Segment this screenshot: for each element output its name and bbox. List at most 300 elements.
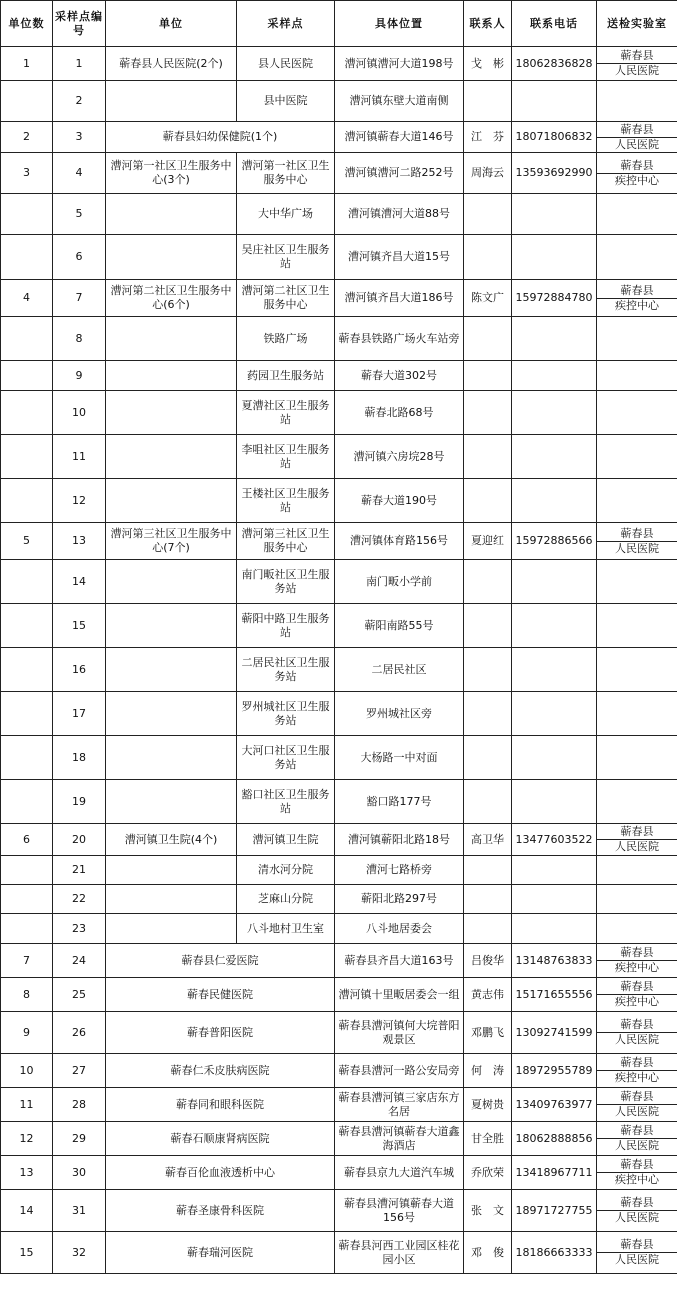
site-cell: 大中华广场 — [237, 194, 335, 235]
lab-line-1: 蕲春县 — [597, 527, 677, 542]
phone-cell — [512, 856, 597, 885]
unit-number-cell — [1, 235, 53, 280]
phone-cell: 15972884780 — [512, 280, 597, 317]
unit-cell: 蕲春县仁爱医院 — [106, 944, 335, 978]
table-row — [1, 824, 677, 856]
phone-cell: 13477603522 — [512, 824, 597, 856]
unit-cell — [106, 361, 237, 391]
location-cell: 漕河镇六房垸28号 — [335, 435, 464, 479]
lab-line-2: 人民医院 — [615, 1253, 659, 1266]
phone-cell — [512, 736, 597, 780]
site-cell: 药园卫生服务站 — [237, 361, 335, 391]
location-cell: 漕河镇十里畈居委会一组 — [335, 978, 464, 1012]
lab-line-1: 蕲春县 — [597, 980, 677, 995]
table-row — [1, 1088, 677, 1122]
site-code-cell: 17 — [53, 692, 106, 736]
unit-cell: 蕲春同和眼科医院 — [106, 1088, 335, 1122]
location-cell: 蕲春县漕河镇三家店东方名居 — [335, 1088, 464, 1122]
table-row — [1, 361, 677, 391]
contact-cell: 周海云 — [464, 153, 512, 194]
table-row — [1, 604, 677, 648]
site-code-cell: 30 — [53, 1156, 106, 1190]
lab-line-2: 人民医院 — [615, 1211, 659, 1224]
site-code-cell: 28 — [53, 1088, 106, 1122]
unit-number-cell: 15 — [1, 1232, 53, 1274]
unit-number-cell — [1, 780, 53, 824]
location-cell: 二居民社区 — [335, 648, 464, 692]
unit-number-cell — [1, 479, 53, 523]
unit-number-cell: 8 — [1, 978, 53, 1012]
site-code-cell: 29 — [53, 1122, 106, 1156]
location-cell: 蕲春县京九大道汽车城 — [335, 1156, 464, 1190]
contact-cell — [464, 81, 512, 122]
location-cell: 漕河镇齐昌大道15号 — [335, 235, 464, 280]
unit-cell: 漕河镇卫生院(4个) — [106, 824, 237, 856]
unit-cell — [106, 604, 237, 648]
location-cell: 蕲春大道302号 — [335, 361, 464, 391]
unit-cell: 蕲春民健医院 — [106, 978, 335, 1012]
lab-line-2: 人民医院 — [615, 541, 659, 555]
site-code-cell: 12 — [53, 479, 106, 523]
location-cell: 蕲春县漕河镇何大垸普阳观景区 — [335, 1012, 464, 1054]
lab-cell — [597, 280, 677, 317]
location-cell: 蕲春县铁路广场火车站旁 — [335, 317, 464, 361]
lab-line-1: 蕲春县 — [597, 49, 677, 64]
table-row — [1, 560, 677, 604]
phone-cell — [512, 435, 597, 479]
unit-cell — [106, 736, 237, 780]
unit-number-cell — [1, 856, 53, 885]
site-code-cell: 3 — [53, 122, 106, 153]
unit-cell: 漕河第一社区卫生服务中心(3个) — [106, 153, 237, 194]
site-code-cell: 7 — [53, 280, 106, 317]
header-phone: 联系电话 — [512, 1, 597, 47]
unit-cell — [106, 885, 237, 914]
site-cell: 漕河镇卫生院 — [237, 824, 335, 856]
phone-cell: 18186663333 — [512, 1232, 597, 1274]
unit-cell: 蕲春圣康骨科医院 — [106, 1190, 335, 1232]
lab-line-2: 人民医院 — [615, 1139, 659, 1152]
location-cell: 漕河镇体育路156号 — [335, 523, 464, 560]
contact-cell: 邓鹏飞 — [464, 1012, 512, 1054]
phone-cell — [512, 391, 597, 435]
site-cell: 二居民社区卫生服务站 — [237, 648, 335, 692]
phone-cell: 13092741599 — [512, 1012, 597, 1054]
table-row — [1, 391, 677, 435]
site-code-cell: 31 — [53, 1190, 106, 1232]
unit-cell: 蕲春石顺康肾病医院 — [106, 1122, 335, 1156]
site-cell: 铁路广场 — [237, 317, 335, 361]
unit-cell — [106, 780, 237, 824]
unit-number-cell: 10 — [1, 1054, 53, 1088]
unit-number-cell: 6 — [1, 824, 53, 856]
contact-cell — [464, 194, 512, 235]
location-cell: 蕲春大道190号 — [335, 479, 464, 523]
site-code-cell: 19 — [53, 780, 106, 824]
unit-number-cell — [1, 648, 53, 692]
lab-line-1: 蕲春县 — [597, 284, 677, 299]
site-code-cell: 14 — [53, 560, 106, 604]
contact-cell: 张 文 — [464, 1190, 512, 1232]
lab-cell — [597, 824, 677, 856]
phone-cell — [512, 692, 597, 736]
table-row — [1, 1012, 677, 1054]
phone-cell — [512, 81, 597, 122]
lab-cell — [597, 1232, 677, 1274]
contact-cell: 吕俊华 — [464, 944, 512, 978]
site-cell: 漕河第二社区卫生服务中心 — [237, 280, 335, 317]
table-row — [1, 780, 677, 824]
contact-cell: 高卫华 — [464, 824, 512, 856]
unit-number-cell — [1, 391, 53, 435]
location-cell: 豁口路177号 — [335, 780, 464, 824]
location-cell: 蕲春县齐昌大道163号 — [335, 944, 464, 978]
site-code-cell: 8 — [53, 317, 106, 361]
unit-number-cell: 3 — [1, 153, 53, 194]
lab-line-2: 疾控中心 — [615, 1071, 659, 1084]
lab-cell — [597, 47, 677, 81]
lab-cell — [597, 235, 677, 280]
site-code-cell: 32 — [53, 1232, 106, 1274]
site-code-cell: 24 — [53, 944, 106, 978]
lab-line-2: 人民医院 — [615, 1105, 659, 1118]
table-row — [1, 1122, 677, 1156]
lab-cell — [597, 914, 677, 944]
lab-cell — [597, 122, 677, 153]
location-cell: 漕河镇东壁大道南侧 — [335, 81, 464, 122]
phone-cell — [512, 648, 597, 692]
phone-cell — [512, 914, 597, 944]
lab-line-1: 蕲春县 — [597, 1124, 677, 1139]
lab-line-1: 蕲春县 — [597, 1238, 677, 1253]
site-code-cell: 2 — [53, 81, 106, 122]
site-cell: 罗州城社区卫生服务站 — [237, 692, 335, 736]
unit-number-cell — [1, 736, 53, 780]
contact-cell: 黄志伟 — [464, 978, 512, 1012]
site-cell: 县人民医院 — [237, 47, 335, 81]
contact-cell — [464, 692, 512, 736]
unit-number-cell: 1 — [1, 47, 53, 81]
unit-number-cell: 11 — [1, 1088, 53, 1122]
lab-cell — [597, 194, 677, 235]
lab-line-2: 疾控中心 — [615, 298, 659, 312]
table-row — [1, 1054, 677, 1088]
unit-number-cell — [1, 435, 53, 479]
site-code-cell: 18 — [53, 736, 106, 780]
contact-cell — [464, 560, 512, 604]
lab-line-1: 蕲春县 — [597, 123, 677, 138]
site-cell: 王楼社区卫生服务站 — [237, 479, 335, 523]
lab-cell — [597, 1088, 677, 1122]
contact-cell: 戈 彬 — [464, 47, 512, 81]
table-row — [1, 648, 677, 692]
table-row — [1, 435, 677, 479]
lab-line-1: 蕲春县 — [597, 1158, 677, 1173]
location-cell: 蕲阳南路55号 — [335, 604, 464, 648]
unit-cell: 蕲春百伦血液透析中心 — [106, 1156, 335, 1190]
lab-cell — [597, 780, 677, 824]
phone-cell — [512, 780, 597, 824]
contact-cell — [464, 736, 512, 780]
location-cell: 漕河镇漕河大道88号 — [335, 194, 464, 235]
header-site: 采样点 — [237, 1, 335, 47]
unit-number-cell — [1, 317, 53, 361]
location-cell: 蕲春县河西工业园区桂花园小区 — [335, 1232, 464, 1274]
unit-cell — [106, 317, 237, 361]
table-row — [1, 944, 677, 978]
contact-cell — [464, 856, 512, 885]
table-row — [1, 978, 677, 1012]
unit-cell — [106, 914, 237, 944]
lab-line-1: 蕲春县 — [597, 1196, 677, 1211]
site-code-cell: 9 — [53, 361, 106, 391]
unit-number-cell — [1, 885, 53, 914]
contact-cell: 乔欣荣 — [464, 1156, 512, 1190]
site-code-cell: 21 — [53, 856, 106, 885]
site-code-cell: 23 — [53, 914, 106, 944]
lab-cell — [597, 1190, 677, 1232]
table-row — [1, 317, 677, 361]
unit-cell: 漕河第二社区卫生服务中心(6个) — [106, 280, 237, 317]
unit-number-cell — [1, 194, 53, 235]
contact-cell: 邓 俊 — [464, 1232, 512, 1274]
location-cell: 蕲春县漕河镇蕲春大道156号 — [335, 1190, 464, 1232]
unit-cell — [106, 692, 237, 736]
contact-cell: 甘全胜 — [464, 1122, 512, 1156]
site-code-cell: 26 — [53, 1012, 106, 1054]
table-row — [1, 523, 677, 560]
phone-cell: 13593692990 — [512, 153, 597, 194]
header-unit-number: 单位数 — [1, 1, 53, 47]
lab-cell — [597, 153, 677, 194]
site-cell: 芝麻山分院 — [237, 885, 335, 914]
phone-cell: 18972955789 — [512, 1054, 597, 1088]
unit-number-cell — [1, 361, 53, 391]
lab-cell — [597, 479, 677, 523]
lab-cell — [597, 885, 677, 914]
unit-cell — [106, 435, 237, 479]
unit-cell — [106, 560, 237, 604]
location-cell: 蕲阳北路297号 — [335, 885, 464, 914]
phone-cell: 13409763977 — [512, 1088, 597, 1122]
site-code-cell: 27 — [53, 1054, 106, 1088]
site-cell: 县中医院 — [237, 81, 335, 122]
contact-cell: 夏树贵 — [464, 1088, 512, 1122]
location-cell: 南门畈小学前 — [335, 560, 464, 604]
unit-cell — [106, 391, 237, 435]
phone-cell — [512, 317, 597, 361]
location-cell: 蕲春县漕河镇蕲春大道鑫海酒店 — [335, 1122, 464, 1156]
phone-cell: 15171655556 — [512, 978, 597, 1012]
contact-cell — [464, 235, 512, 280]
table-row — [1, 122, 677, 153]
phone-cell: 18062888856 — [512, 1122, 597, 1156]
contact-cell — [464, 317, 512, 361]
unit-cell: 漕河第三社区卫生服务中心(7个) — [106, 523, 237, 560]
unit-cell: 蕲春瑞河医院 — [106, 1232, 335, 1274]
lab-cell — [597, 1122, 677, 1156]
unit-cell — [106, 648, 237, 692]
lab-cell — [597, 692, 677, 736]
contact-cell — [464, 780, 512, 824]
lab-line-2: 人民医院 — [615, 137, 659, 151]
unit-cell: 蕲春仁禾皮肤病医院 — [106, 1054, 335, 1088]
lab-cell — [597, 978, 677, 1012]
lab-cell — [597, 523, 677, 560]
lab-line-1: 蕲春县 — [597, 159, 677, 174]
location-cell: 大杨路一中对面 — [335, 736, 464, 780]
table-row — [1, 692, 677, 736]
lab-cell — [597, 317, 677, 361]
location-cell: 蕲春县漕河一路公安局旁 — [335, 1054, 464, 1088]
table-row — [1, 736, 677, 780]
lab-line-1: 蕲春县 — [597, 1056, 677, 1071]
lab-cell — [597, 435, 677, 479]
table-row — [1, 1232, 677, 1274]
unit-number-cell — [1, 560, 53, 604]
site-code-cell: 22 — [53, 885, 106, 914]
unit-cell — [106, 194, 237, 235]
table-row — [1, 47, 677, 81]
location-cell: 蕲春北路68号 — [335, 391, 464, 435]
site-code-cell: 20 — [53, 824, 106, 856]
unit-number-cell: 14 — [1, 1190, 53, 1232]
phone-cell — [512, 885, 597, 914]
table-row — [1, 1156, 677, 1190]
site-code-cell: 25 — [53, 978, 106, 1012]
location-cell: 漕河镇漕河大道198号 — [335, 47, 464, 81]
header-lab: 送检实验室 — [597, 1, 677, 47]
site-cell: 漕河第三社区卫生服务中心 — [237, 523, 335, 560]
location-cell: 漕河镇漕河二路252号 — [335, 153, 464, 194]
header-location: 具体位置 — [335, 1, 464, 47]
table-row — [1, 194, 677, 235]
unit-cell — [106, 81, 237, 122]
unit-number-cell: 9 — [1, 1012, 53, 1054]
site-code-cell: 6 — [53, 235, 106, 280]
site-cell: 蕲阳中路卫生服务站 — [237, 604, 335, 648]
unit-number-cell: 5 — [1, 523, 53, 560]
unit-number-cell — [1, 81, 53, 122]
table-row — [1, 914, 677, 944]
site-code-cell: 1 — [53, 47, 106, 81]
unit-number-cell: 12 — [1, 1122, 53, 1156]
lab-cell — [597, 944, 677, 978]
contact-cell: 陈文广 — [464, 280, 512, 317]
phone-cell — [512, 560, 597, 604]
site-cell: 吴庄社区卫生服务站 — [237, 235, 335, 280]
table-row — [1, 235, 677, 280]
table-row — [1, 856, 677, 885]
phone-cell: 18971727755 — [512, 1190, 597, 1232]
table-row — [1, 885, 677, 914]
header-row — [1, 1, 677, 47]
phone-cell: 18071806832 — [512, 122, 597, 153]
unit-cell — [106, 856, 237, 885]
table-row — [1, 479, 677, 523]
site-cell: 八斗地村卫生室 — [237, 914, 335, 944]
site-code-cell: 16 — [53, 648, 106, 692]
lab-line-2: 人民医院 — [615, 1033, 659, 1046]
site-code-cell: 5 — [53, 194, 106, 235]
header-site-code: 采样点编号 — [53, 1, 106, 47]
lab-cell — [597, 81, 677, 122]
phone-cell — [512, 361, 597, 391]
lab-line-2: 疾控中心 — [615, 1173, 659, 1186]
contact-cell — [464, 391, 512, 435]
lab-cell — [597, 560, 677, 604]
table-row — [1, 1190, 677, 1232]
contact-cell: 何 涛 — [464, 1054, 512, 1088]
lab-cell — [597, 604, 677, 648]
contact-cell — [464, 885, 512, 914]
site-cell: 漕河第一社区卫生服务中心 — [237, 153, 335, 194]
site-code-cell: 15 — [53, 604, 106, 648]
lab-line-1: 蕲春县 — [597, 946, 677, 961]
unit-number-cell: 2 — [1, 122, 53, 153]
lab-cell — [597, 736, 677, 780]
unit-cell: 蕲春县人民医院(2个) — [106, 47, 237, 81]
site-cell: 夏漕社区卫生服务站 — [237, 391, 335, 435]
phone-cell: 15972886566 — [512, 523, 597, 560]
phone-cell: 13148763833 — [512, 944, 597, 978]
site-code-cell: 10 — [53, 391, 106, 435]
lab-line-2: 疾控中心 — [615, 173, 659, 187]
table-row — [1, 81, 677, 122]
location-cell: 罗州城社区旁 — [335, 692, 464, 736]
phone-cell — [512, 604, 597, 648]
phone-cell — [512, 479, 597, 523]
lab-cell — [597, 856, 677, 885]
phone-cell: 18062836828 — [512, 47, 597, 81]
site-cell: 豁口社区卫生服务站 — [237, 780, 335, 824]
header-contact: 联系人 — [464, 1, 512, 47]
unit-number-cell: 13 — [1, 1156, 53, 1190]
lab-cell — [597, 1156, 677, 1190]
location-cell: 漕河镇蕲春大道146号 — [335, 122, 464, 153]
location-cell: 八斗地居委会 — [335, 914, 464, 944]
lab-cell — [597, 361, 677, 391]
lab-line-1: 蕲春县 — [597, 825, 677, 840]
site-code-cell: 13 — [53, 523, 106, 560]
lab-cell — [597, 648, 677, 692]
header-unit: 单位 — [106, 1, 237, 47]
contact-cell — [464, 914, 512, 944]
site-cell: 李咀社区卫生服务站 — [237, 435, 335, 479]
lab-cell — [597, 391, 677, 435]
lab-line-2: 人民医院 — [615, 840, 659, 853]
contact-cell — [464, 648, 512, 692]
unit-cell — [106, 479, 237, 523]
site-code-cell: 11 — [53, 435, 106, 479]
unit-cell — [106, 235, 237, 280]
contact-cell: 江 芬 — [464, 122, 512, 153]
location-cell: 漕河镇齐昌大道186号 — [335, 280, 464, 317]
lab-line-2: 疾控中心 — [615, 995, 659, 1008]
unit-number-cell: 4 — [1, 280, 53, 317]
unit-number-cell — [1, 692, 53, 736]
unit-cell: 蕲春县妇幼保健院(1个) — [106, 122, 335, 153]
contact-cell: 夏迎红 — [464, 523, 512, 560]
phone-cell — [512, 194, 597, 235]
lab-line-2: 人民医院 — [615, 64, 659, 77]
site-cell: 大河口社区卫生服务站 — [237, 736, 335, 780]
contact-cell — [464, 604, 512, 648]
lab-line-1: 蕲春县 — [597, 1090, 677, 1105]
lab-cell — [597, 1054, 677, 1088]
unit-number-cell: 7 — [1, 944, 53, 978]
phone-cell: 13418967711 — [512, 1156, 597, 1190]
